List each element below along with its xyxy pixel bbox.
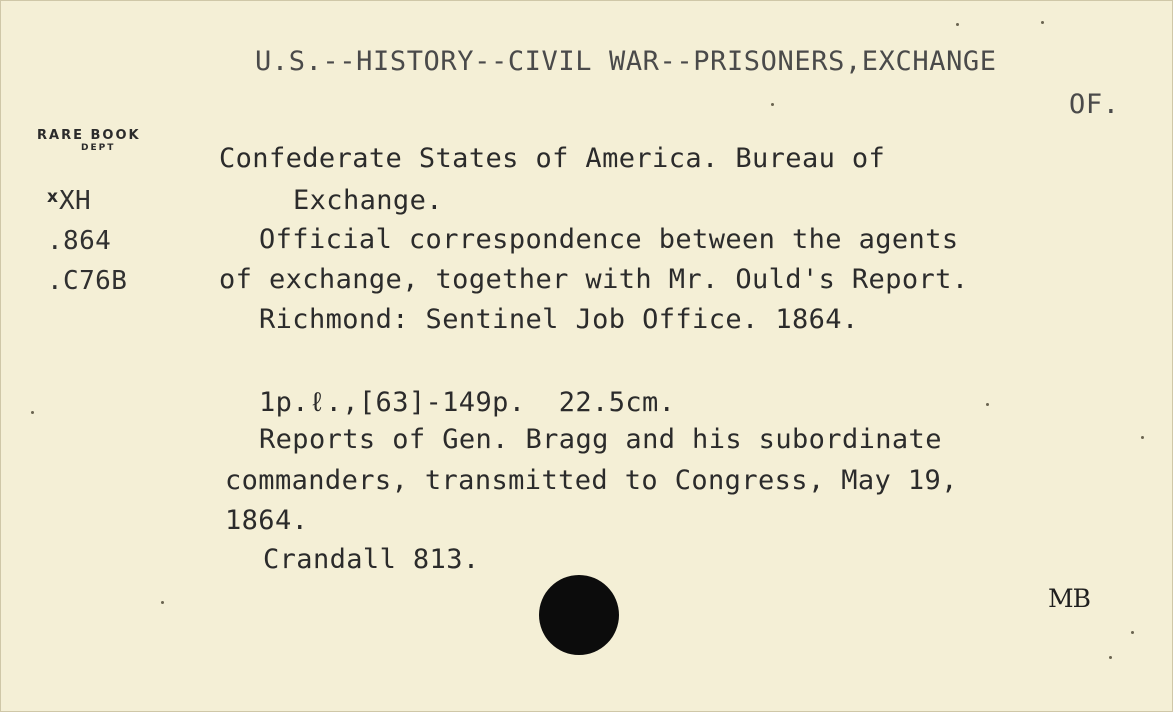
- note-line1: Reports of Gen. Bragg and his subordinate: [259, 424, 942, 455]
- note-line2: commanders, transmitted to Congress, May 19,: [225, 465, 958, 496]
- stamp-line2: DEPT: [81, 143, 116, 153]
- speck: [31, 411, 34, 414]
- speck: [1041, 21, 1044, 24]
- punch-hole: [539, 575, 619, 655]
- call-number-line3: .C76B: [47, 266, 128, 296]
- rare-book-stamp: [37, 129, 141, 155]
- call-number-line2: .864: [47, 226, 112, 256]
- main-entry-line1: Confederate States of America. Bureau of: [219, 143, 886, 174]
- call-number-prefix-mark: x: [47, 187, 58, 207]
- collation: 1p.ℓ.,[63]-149p. 22.5cm.: [259, 387, 676, 418]
- speck: [771, 103, 774, 106]
- stamp-line1: RARE BOOK: [37, 128, 141, 143]
- imprint: Richmond: Sentinel Job Office. 1864.: [259, 304, 859, 335]
- call-number-line1: XH: [59, 186, 92, 216]
- reference-note: Crandall 813.: [263, 544, 480, 575]
- subject-heading-line2: OF.: [1069, 89, 1120, 120]
- cataloger-initials: MB: [1048, 584, 1090, 613]
- title-line2: of exchange, together with Mr. Ould's Report.: [219, 264, 969, 295]
- speck: [956, 23, 959, 26]
- speck: [1131, 631, 1134, 634]
- subject-heading-line1: U.S.--HISTORY--CIVIL WAR--PRISONERS,EXCHANGE: [255, 46, 997, 77]
- title-line1: Official correspondence between the agents: [259, 224, 959, 255]
- speck: [1141, 436, 1144, 439]
- note-line3: 1864.: [225, 505, 309, 536]
- speck: [161, 601, 164, 604]
- speck: [986, 403, 989, 406]
- main-entry-line2: Exchange.: [293, 185, 443, 216]
- speck: [1109, 656, 1112, 659]
